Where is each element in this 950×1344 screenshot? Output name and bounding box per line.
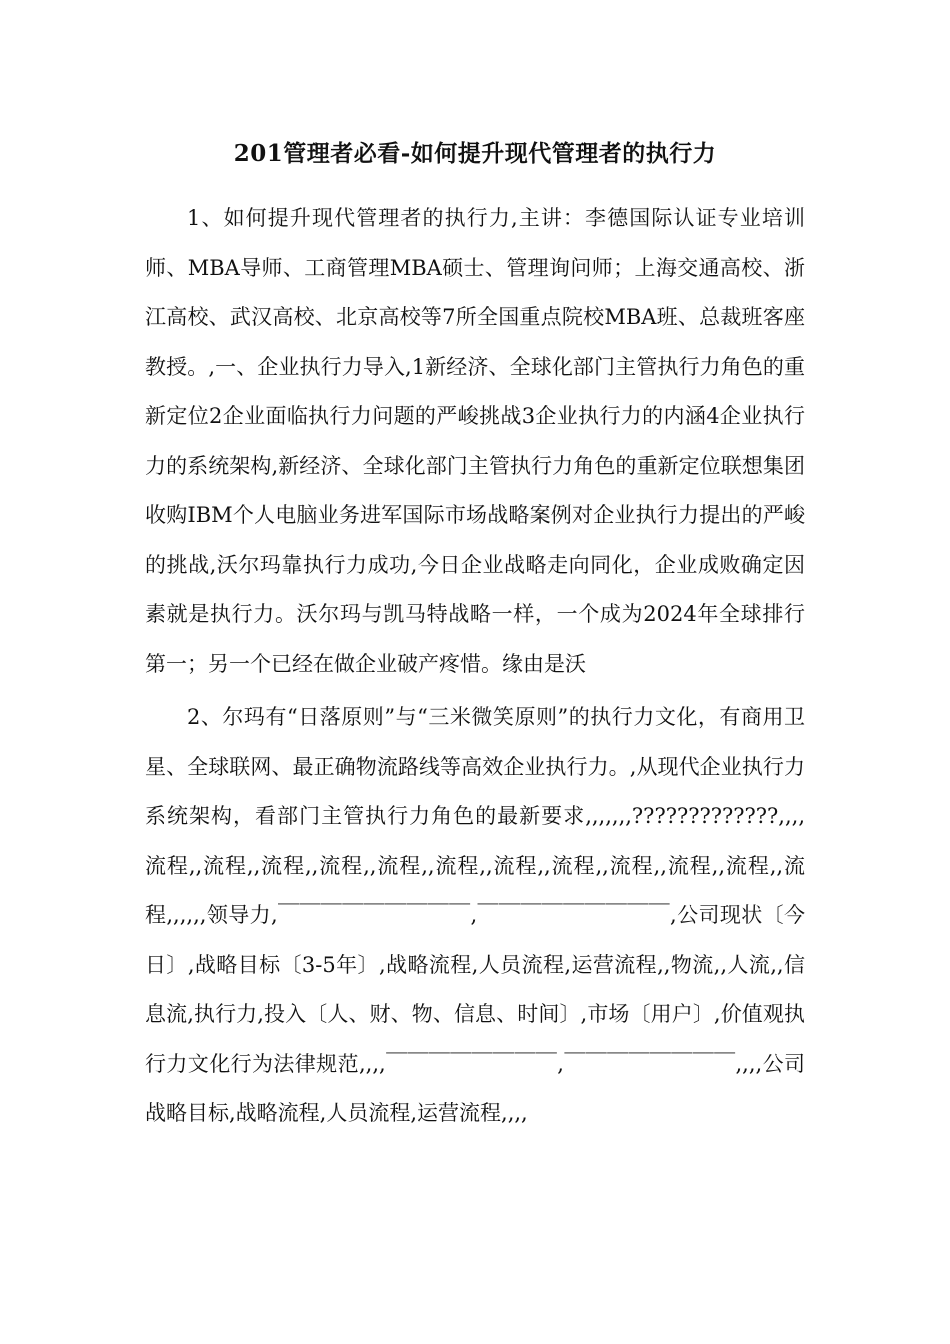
document-title: 201管理者必看-如何提升现代管理者的执行力 <box>233 140 717 167</box>
paragraph-1: 1、如何提升现代管理者的执行力,主讲：李德国际认证专业培训师、MBA导师、工商管理MBA硕士、管理询问师；上海交通高校、浙江高校、武汉高校、北京高校等7所全国重点院校MBA班、总裁班客座教授。,一、企业执行力导入,1新经济、全球化部门主管执行力角色的重新定位2企业面临执行力问题的严峻挑战3企业执行力的内涵4企业执行力的系统架构,新经济、全球化部门主管执行力角色的重新定位联想集团收购IBM个人电脑业务进军国际市场战略案例对企业执行力提出的严峻的挑战,沃尔玛靠执行力成功,今日企业战略走向同化，企业成败确定因素就是执行力。沃尔玛与凯马特战略一样，一个成为2024年全球排行第一；另一个已经在做企业破产疼惜。缘由是沃 <box>145 206 805 676</box>
paragraph-2: 2、尔玛有“日落原则”与“三米微笑原则”的执行力文化，有商用卫星、全球联网、最正确物流路线等高效企业执行力。,从现代企业执行力系统架构，看部门主管执行力角色的最新要求,,,,,,,?????????????,,,,流程,,流程,,流程,,流程,,流程,,流程,,流程,,流程,,流程,,流程,,流程,,流程,,,,,,领导力,￣￣￣￣￣￣￣￣￣,￣￣￣￣￣￣￣￣￣,公司现状〔今日〕,战略目标〔3-5年〕,战略流程,人员流程,运营流程,,物流,,人流,,信息流,执行力,投入〔人、财、物、信息、时间〕,市场〔用户〕,价值观执行力文化行为法律规范,,,,￣￣￣￣￣￣￣￣,￣￣￣￣￣￣￣￣,,,,公司战略目标,战略流程,人员流程,运营流程,,,, <box>145 705 805 1125</box>
